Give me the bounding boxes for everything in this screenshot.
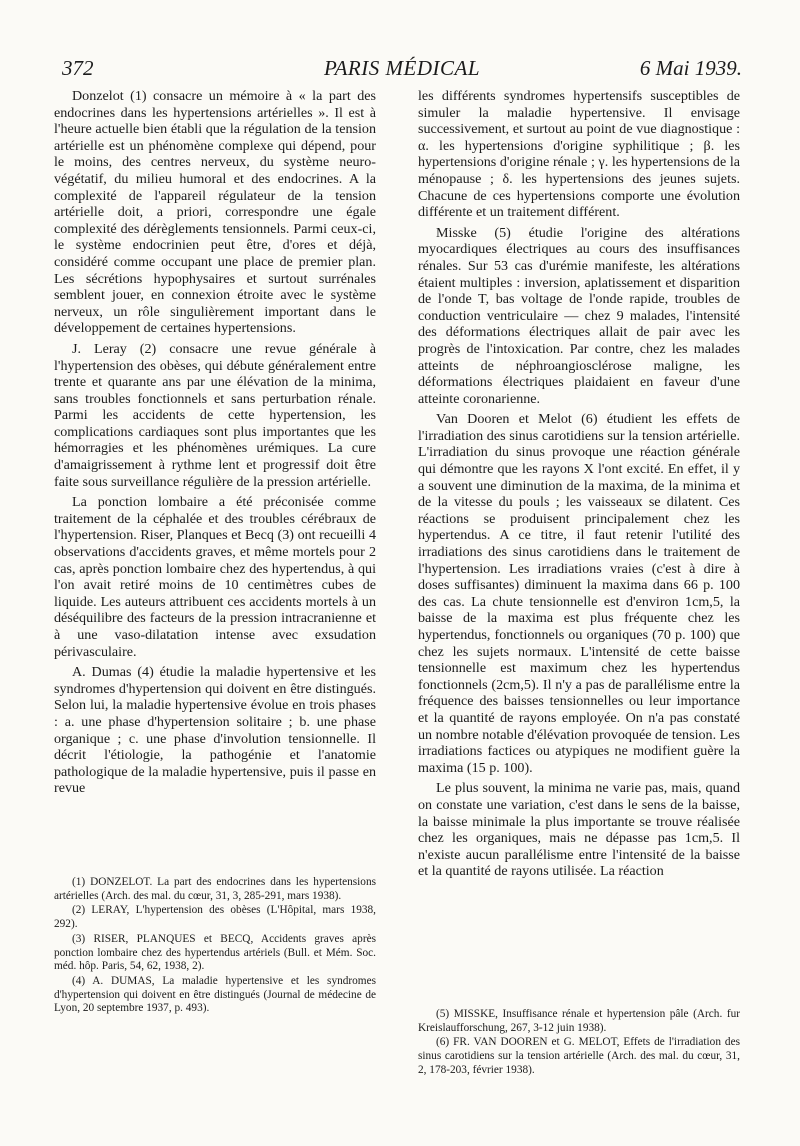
footnote: (2) LERAY, L'hypertension des obèses (L'Hôpital, mars 1938, 292).: [54, 904, 376, 931]
right-column: [418, 88, 740, 1108]
footnotes-left: [54, 876, 376, 1066]
journal-title: PARIS MÉDICAL: [323, 56, 480, 80]
paragraph-leray: J. Leray (2) consacre une revue générale à l'hypertension des obèses, qui débute généralement entre trente et quarante ans par une élévation de la minima, sans troubles fonctionnels et sans perturbation rénale. Parmi les accidents de cette hypertension, les complications cardiaques sont plus importantes que les hémorragies et les phénomènes urémiques. La cure d'amaigrissement à rythme lent et progressif doit être faite sous surveillance régulière de la pression artérielle.: [54, 340, 376, 490]
footnote: (1) DONZELOT. La part des endocrines dans les hypertensions artérielles (Arch. des mal. du cœur, 31, 3, 285-291, mars 1938).: [54, 876, 376, 902]
paragraph-ponction-lombaire: La ponction lombaire a été préconisée comme traitement de la céphalée et des troubles cérébraux de l'hypertension. Riser, Planques et Becq (3) ont recueilli 4 observations d'accidents graves, et même mortels pour 2 cas, après ponction lombaire chez des hypertendus, à qui l'on avait retiré moins de 10 centimètres cubes de liquide. Les auteurs attribuent ces accidents mortels à un déséquilibre des facteurs de la pression intracranienne et à une vaso-dilatation intense avec exsudation périvasculaire.: [54, 494, 376, 660]
paragraph-misske: Misske (5) étudie l'origine des altérations myocardiques électriques au cours des insuffisances rénales. Sur 53 cas d'urémie manifeste, les altérations étaient multiples : inversion, aplatissement et disparition de l'onde T, bas voltage de l'onde rapide, troubles de conduction ventriculaire — chez 9 malades, l'intensité des déformations électriques allait de pair avec les progrès de l'intoxication. Par contre, chez les malades atteints de néphroangiosclérose maligne, les déformations électriques plaidaient en faveur d'une atteinte coronarienne.: [418, 224, 740, 407]
footnote: (6) FR. VAN DOOREN et G. MELOT, Effets de l'irradiation des sinus carotidiens sur la tension artérielle (Arch. des mal. du cœur, 31, 2, 178-203, février 1938).: [418, 1036, 740, 1076]
footnote: (5) MISSKE, Insuffisance rénale et hypertension pâle (Arch. fur Kreislaufforschung, 267, 3-12 juin 1938).: [418, 1008, 740, 1034]
footnote: (4) A. DUMAS, La maladie hypertensive et les syndromes d'hypertension qui doivent en être distingués (Journal de médecine de Lyon, 20 septembre 1937, p. 493).: [54, 974, 376, 1015]
paragraph-continuation: les différents syndromes hypertensifs susceptibles de simuler la maladie hypertensive. Il envisage successivement, et surtout au point de vue diagnostique : α. les hypertensions d'origine syphilitique ; β. les hypertensions d'origine rénale ; γ. les hypertensions de la ménopause ; δ. les hypertensions des jeunes sujets. Chacune de ces hypertensions comporte une évolution différente et un traitement différent.: [418, 88, 740, 221]
paragraph-dumas: A. Dumas (4) étudie la maladie hypertensive et les syndromes d'hypertension qui doivent en être distingués. Selon lui, la maladie hypertensive évolue en trois phases : a. une phase d'hypertension solitaire ; b. une phase organique ; c. une phase d'involution tensionnelle. Il décrit l'étiologie, la pathogénie et l'anatomie pathologique de la maladie hypertensive, puis il passe en revue: [54, 664, 376, 797]
footnotes-right: [418, 1008, 740, 1076]
issue-date: 6 Mai 1939.: [639, 56, 742, 80]
footnote: (3) RISER, PLANQUES et BECQ, Accidents graves après ponction lombaire chez des hypertendus artériels (Bull. et Mém. Soc. méd. hôp. Paris, 54, 62, 1938, 2).: [54, 932, 376, 973]
paragraph-donzelot: Donzelot (1) consacre un mémoire à « la part des endocrines dans les hypertensions artérielles ». Il est à l'heure actuelle bien établi que la régulation de la tension artérielle est un phénomène complexe qui dépend, pour le moins, des centres nerveux, du système neuro-végétatif, du milieu humoral et des endocrines. A la complexité de l'appareil régulateur de la tension artérielle doit, a priori, correspondre une égale complexité des dérèglements tensionnels. Parmi ceux-ci, le système endocrinien peut être, d'ores et déjà, considéré comme occupant une place de premier plan. Les sécrétions hypophysaires et surtout surrénales semblent jouer, en connexion étroite avec le système nerveux, un rôle singulièrement important dans le développement de certaines hypertensions.: [54, 88, 376, 337]
page-number: 372: [62, 56, 94, 80]
paragraph-minima: Le plus souvent, la minima ne varie pas, mais, quand on constate une variation, c'est dans le sens de la baisse, la baisse minimale la plus importante se trouve réalisée chez les organiques, mais ne dépasse pas 1cm,5. Il n'existe aucun parallélisme entre l'intensité de la baisse et la quantité de rayons utilisée. La réaction: [418, 780, 740, 880]
paragraph-van-dooren-melot: Van Dooren et Melot (6) étudient les effets de l'irradiation des sinus carotidiens sur la tension artérielle. L'irradiation du sinus provoque une réaction générale qui démontre que les rayons X l'ont excité. En effet, il y a souvent une diminution de la maxima, de la minima et de la vitesse du pouls ; les vaisseaux se dilatent. Ces réactions se produisent principalement chez les hypertendus. A ce titre, il faut retenir l'utilité des irradiations des sinus carotidiens dans le traitement de l'hypertension. Les irradiations vraies (c'est à dire à doses suffisantes) diminuent la maxima dans 66 p. 100 des cas. La chute tensionnelle est d'environ 1cm,5, la baisse de la maxima est plus fréquente chez les hypertendus, fonctionnels ou organiques (70 p. 100) que chez les sujets normaux. L'intensité de cette baisse tensionnelle est maximum chez les hypertendus fonctionnels (2cm,5). Il n'y a pas de parallélisme entre la fréquence des baisses tensionnelles ou leur importance et la quantité de rayons employée. On n'a pas constaté un nombre notable d'élévation provoquée de tension. Les irradiations factices ou atypiques ne modifient guère la maxima (15 p. 100).: [418, 411, 740, 776]
running-header: [62, 56, 742, 82]
